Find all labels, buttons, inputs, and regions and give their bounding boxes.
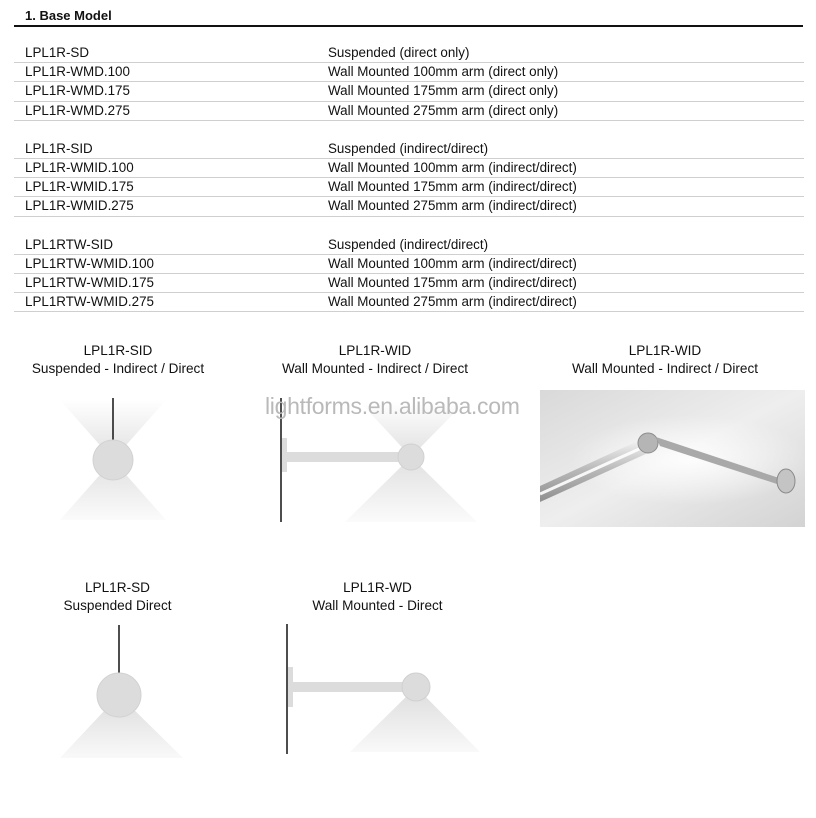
figure-caption: Suspended Direct [63,598,172,613]
model-description: Wall Mounted 175mm arm (direct only) [328,83,559,99]
table-row [14,274,804,293]
table-row [14,159,804,178]
table-row [14,140,804,159]
section-heading: 1. Base Model [25,8,112,23]
table-row [14,236,804,255]
watermark: lightforms.en.alibaba.com [265,393,520,419]
wall-mount-base [777,469,795,493]
figure-title-wall-direct [290,579,465,615]
suspended-indirect-diagram [50,390,180,530]
table-row [14,293,804,312]
model-description: Wall Mounted 100mm arm (direct only) [328,64,559,80]
model-description: Wall Mounted 100mm arm (indirect/direct) [328,159,577,175]
model-description: Suspended (indirect/direct) [328,236,489,252]
model-code: LPL1RTW-WMID.100 [25,255,154,271]
figure-model: LPL1R-SD [85,580,150,595]
model-code: LPL1R-WMID.275 [25,198,134,214]
figure-caption: Wall Mounted - Direct [312,598,443,613]
table-row [14,178,804,197]
model-group-indirect-direct [14,140,804,217]
model-group-tw [14,236,804,313]
model-code: LPL1R-SD [25,45,90,60]
figure-caption: Wall Mounted - Indirect / Direct [281,361,469,376]
figure-title-wall-photo [555,342,775,378]
model-table [14,44,804,331]
model-code: LPL1RTW-SID [25,236,114,252]
model-code: LPL1R-WMD.175 [25,83,130,99]
model-group-direct [14,44,804,121]
model-code: LPL1RTW-WMID.275 [25,294,154,310]
suspended-direct-diagram [55,620,190,765]
mounting-arm [287,452,401,462]
figure-model: LPL1R-WID [628,343,702,358]
model-code: LPL1R-WMID.175 [25,179,134,195]
model-code: LPL1R-SID [25,140,93,156]
table-row [14,44,804,63]
wall-plate [288,667,293,707]
fixture-body [97,673,141,717]
table-row [14,102,804,121]
fixture-body [398,444,424,470]
table-row [14,63,804,82]
pivot-joint [638,433,658,453]
figure-title-suspended-direct [30,579,205,615]
figure-model: LPL1R-SID [83,343,153,358]
model-description: Wall Mounted 100mm arm (indirect/direct) [328,255,577,271]
model-code: LPL1R-WMD.100 [25,64,130,80]
model-description: Wall Mounted 275mm arm (indirect/direct) [328,198,577,214]
model-code: LPL1R-WMID.100 [25,159,134,175]
model-description: Wall Mounted 175mm arm (indirect/direct) [328,274,577,290]
mounting-arm [293,682,407,692]
fixture-body [93,440,133,480]
model-description: Wall Mounted 175mm arm (indirect/direct) [328,179,577,195]
figure-title-suspended-indirect [18,342,218,378]
heading-divider [14,25,803,27]
wall-direct-diagram [280,620,490,760]
figure-caption: Suspended - Indirect / Direct [31,361,205,376]
fixture-photo [540,390,805,527]
table-row [14,197,804,216]
model-description: Suspended (indirect/direct) [328,140,489,156]
figure-caption: Wall Mounted - Indirect / Direct [571,361,759,376]
figure-model: LPL1R-WD [343,580,412,595]
table-row [14,82,804,101]
table-row [14,255,804,274]
model-code: LPL1R-WMD.275 [25,102,130,118]
wall-plate [282,438,287,472]
fixture-body [402,673,430,701]
model-description: Wall Mounted 275mm arm (direct only) [328,102,559,118]
figure-title-wall-indirect [265,342,485,378]
figure-model: LPL1R-WID [338,343,412,358]
model-description: Suspended (direct only) [328,45,470,60]
model-code: LPL1RTW-WMID.175 [25,274,154,290]
model-description: Wall Mounted 275mm arm (indirect/direct) [328,294,577,310]
